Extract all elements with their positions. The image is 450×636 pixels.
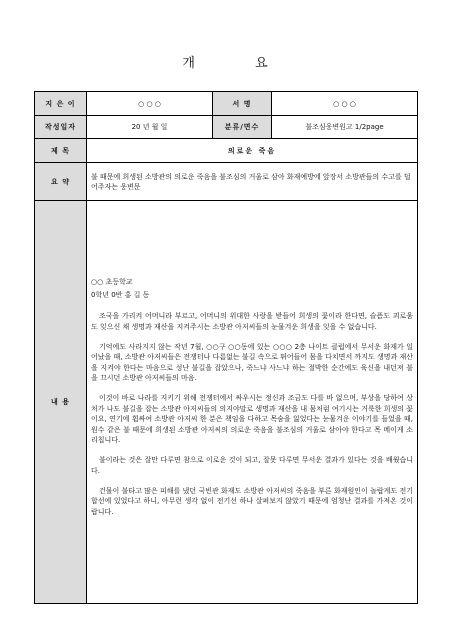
- author-value: ○ ○ ○: [87, 92, 213, 116]
- body-paragraph: 이것이 바로 나라를 지키기 위해 전쟁터에서 싸우시는 정신과 조금도 다를 바 없으며, 부상을 당하여 상처가 나도 불길을 잡는 소방관 아저씨들의 의지야말로 생명과 재산을 내 몸처럼 여기시는 거룩한 희생의 꽃이요, 연기에 휩싸여 소방관 아저씨 한 분은 책임을 다하고 목숨을 잃었다는 눈물겨운 이야기를 들었을 때, 원수 같은 불 때문에 희생된 소방관 아저씨의 의로운 죽음을 불조심의 거울로 삼아야 한다고 목 메이게 소리칩니다.: [91, 394, 413, 445]
- body-paragraph: 조국을 가리켜 어머니라 부르고, 어머니의 위대한 사랑을 받들어 희생의 꽃이라 한다면, 슬픔도 괴로움도 잊으신 채 생명과 재산을 지켜주시는 소방관 아저씨들의 눈물겨운 희생을 잊을 수 없습니다.: [91, 312, 413, 331]
- school-line: ○○ 초등학교: [91, 278, 133, 287]
- summary-row: [35, 163, 418, 201]
- summary-label: 요 약: [35, 163, 87, 201]
- content-body: [87, 201, 418, 604]
- page-title: 개 요: [182, 56, 296, 71]
- body-paragraph: 건물이 불타고 많은 피해를 냈던 국빈관 화재도 소방관 아저씨의 죽음을 부른 화재원인이 놀랍게도 전기 합선에 있었다고 하니, 아무런 생각 없이 전기선 하나 살펴보지 않았기 때문에 엄청난 결과를 가져온 것이랍니다.: [91, 486, 413, 516]
- subject-row: [35, 139, 418, 163]
- author-label: 지 은 이: [35, 92, 87, 116]
- content-row: [35, 201, 418, 604]
- student-line: 0학년 0반 홍 길 동: [91, 290, 150, 299]
- body-paragraph: 기억에도 사라지지 않는 작년 7월, ○○구 ○○동에 있는 ○○○ 2층 나이트 클럽에서 무서운 화재가 일어났을 때, 소방관 아저씨들은 전쟁터나 다름없는 불길 속으로 뛰어들어 몸을 다치면서 까지도 생명과 재산을 지켜야 한다는 마음으로 성난 불길을 잡았으나, 죽느냐 사느냐 하는 절박한 순간에도 육신을 내던져 불을 끄시던 소방관 아저씨들의 마음.: [91, 342, 413, 383]
- content-label: 내 용: [35, 201, 87, 604]
- date-label: 작성일자: [35, 116, 87, 139]
- author-row: [35, 92, 418, 116]
- subject-label: 제 목: [35, 139, 87, 163]
- category-label: 분류/면수: [213, 116, 272, 139]
- date-row: [35, 116, 418, 139]
- subject-value: 의로운 죽음: [87, 139, 418, 163]
- summary-value: 불 때문에 희생된 소방관의 의로운 죽음을 불조심의 거울로 삼아 화재예방에 앞장서 소방관들의 수고를 덜어주자는 웅변문: [87, 163, 418, 201]
- date-value: 20 년 월 일: [87, 116, 213, 139]
- document-form: [34, 91, 418, 604]
- body-paragraph: 불이라는 것은 잘만 다루면 참으로 이로운 것이 되고, 잘못 다루면 무서운 결과가 있다는 것을 배웠습니다.: [91, 456, 413, 475]
- reviewer-value: ○ ○ ○: [272, 92, 418, 116]
- category-value: 불조심웅변원고 1/2page: [272, 116, 418, 139]
- reviewer-label: 서 명: [213, 92, 272, 116]
